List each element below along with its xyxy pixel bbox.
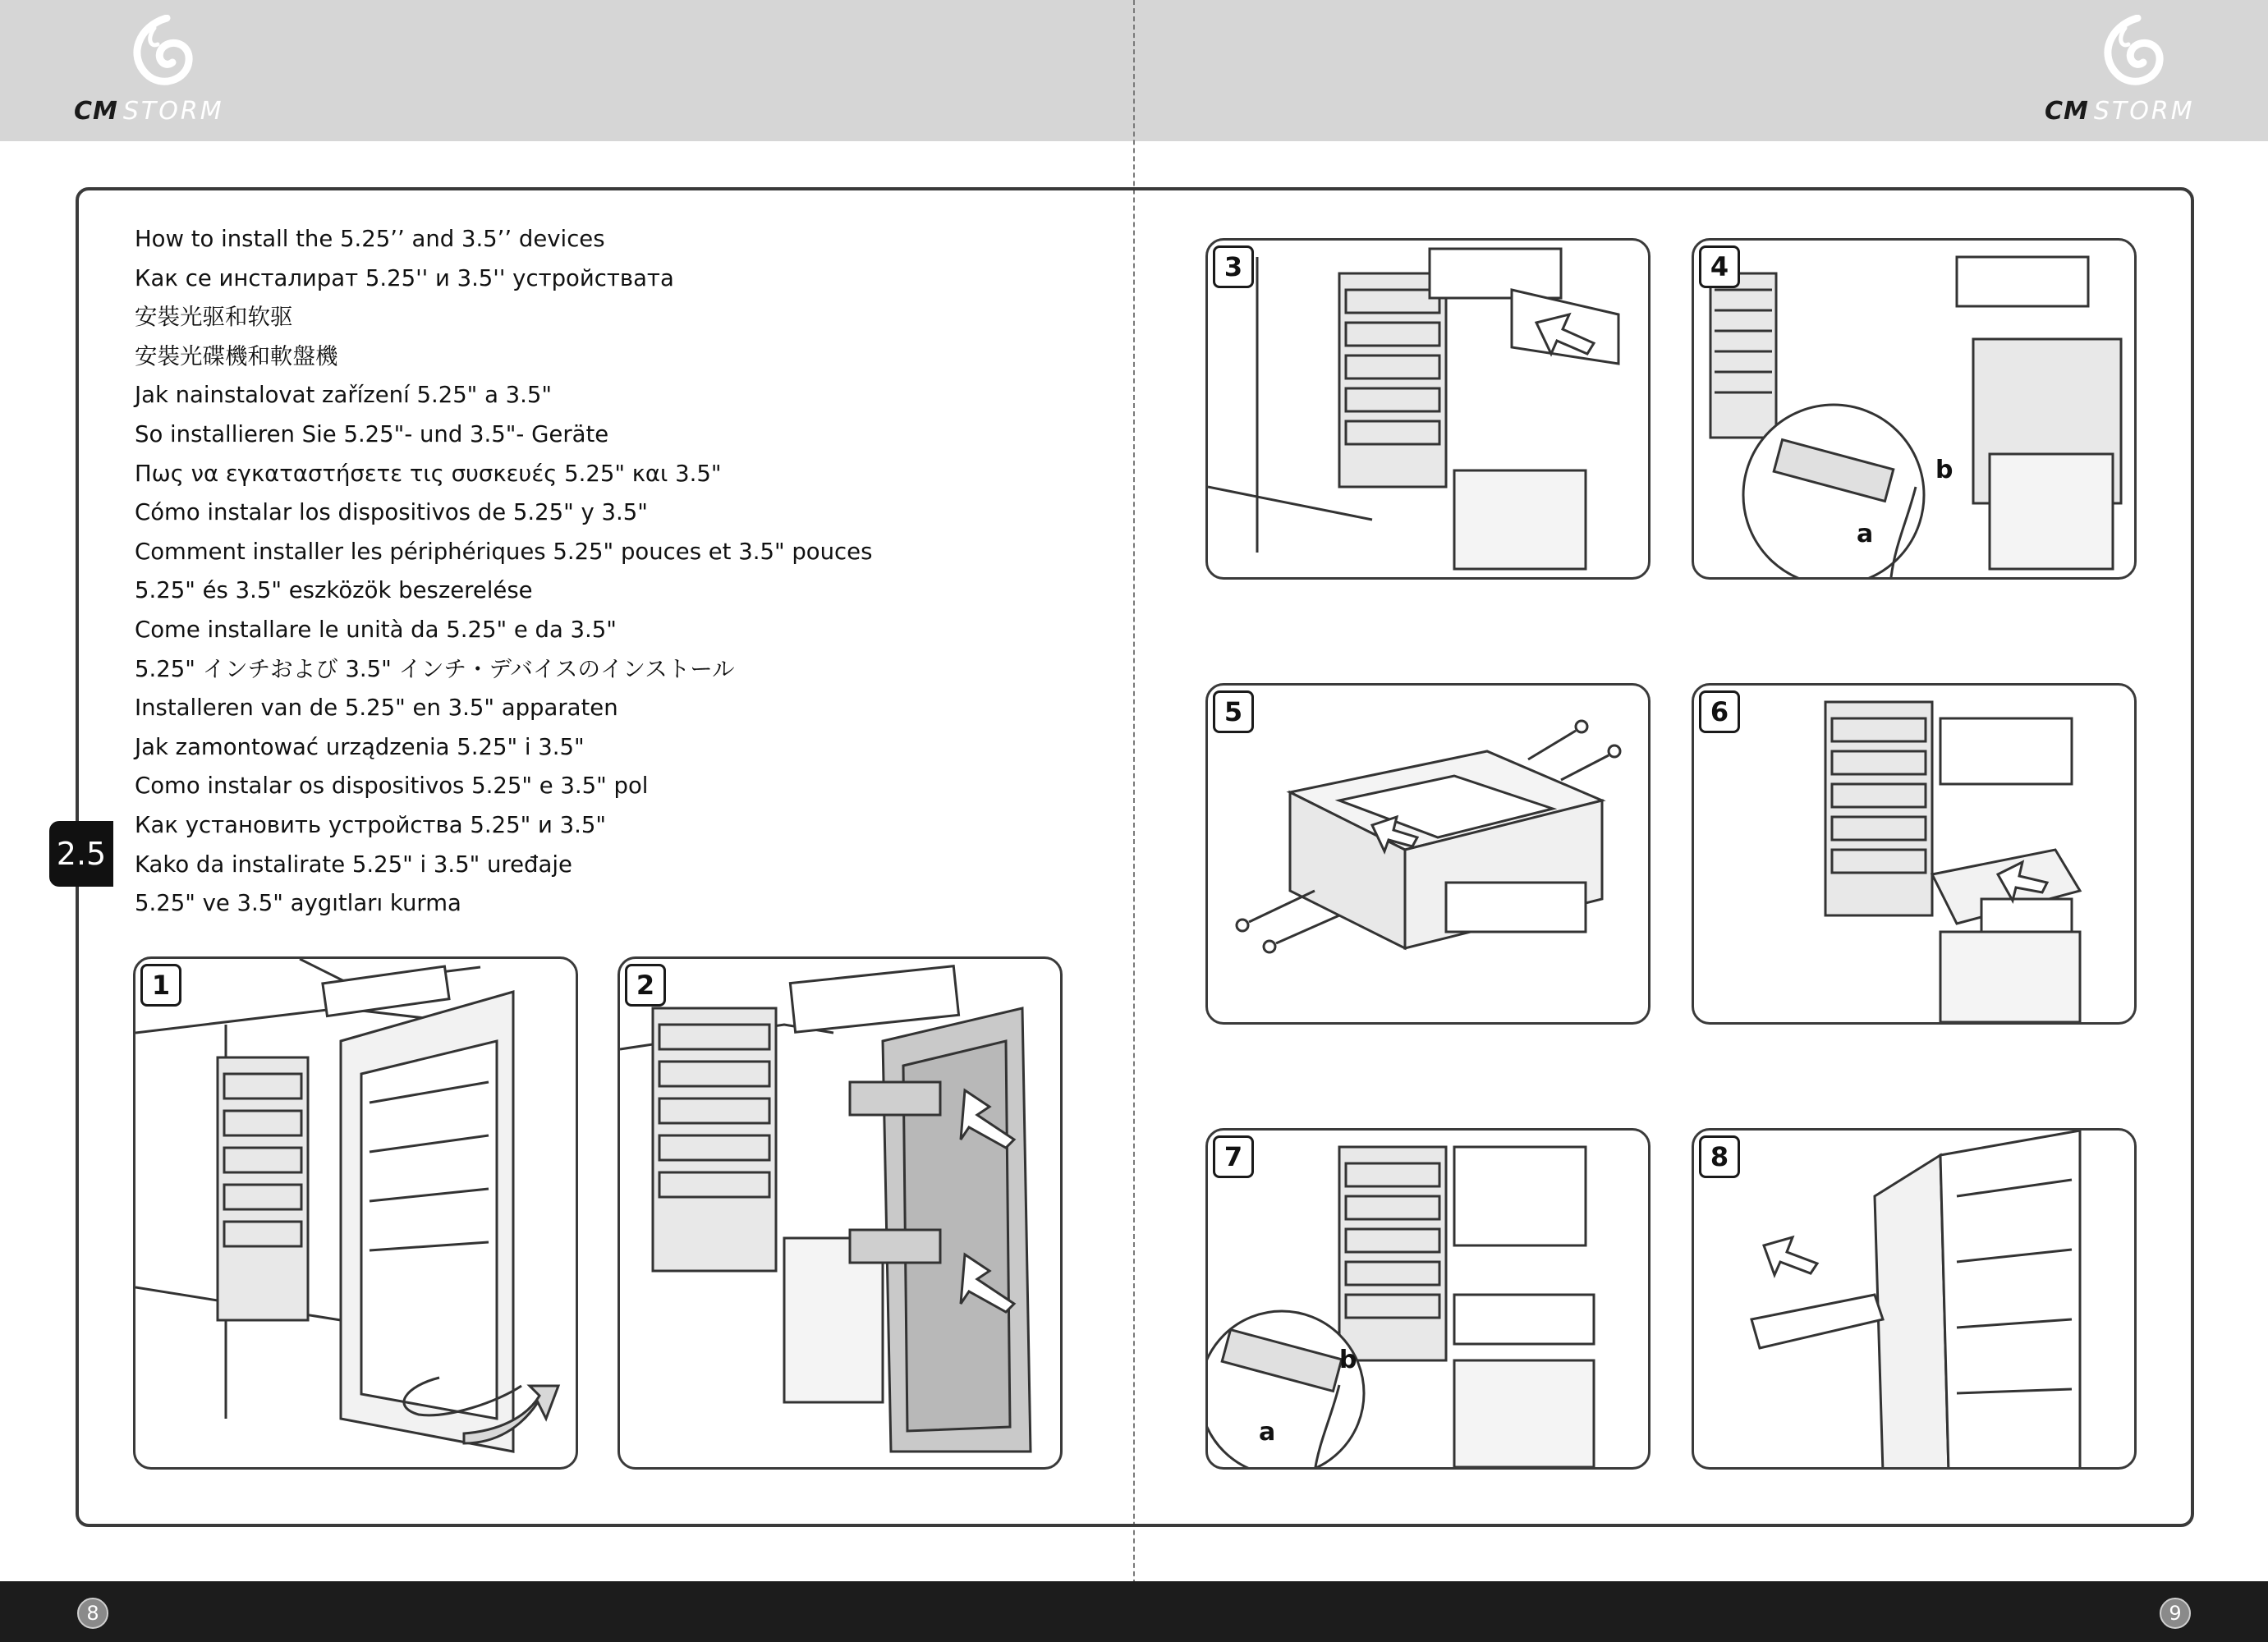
step-7-panel bbox=[1205, 1128, 1650, 1470]
panel-illustration bbox=[1694, 1131, 2137, 1470]
title-line: How to install the 5.25’’ and 3.5’’ devices bbox=[135, 226, 605, 252]
title-line: Πως να εγκαταστήσετε τις συσκευές 5.25" και 3.5" bbox=[135, 460, 722, 487]
title-line: Как се инсталират 5.25'' и 3.5'' устройствата bbox=[135, 264, 674, 291]
step-3-panel bbox=[1205, 238, 1650, 580]
title-line: Cómo instalar los dispositivos de 5.25" y 3.5" bbox=[135, 499, 648, 526]
title-line: 5.25" インチおよび 3.5" インチ・デバイスのインストール bbox=[135, 655, 735, 682]
step-number: 4 bbox=[1699, 245, 1740, 288]
step-number: 1 bbox=[140, 964, 181, 1007]
case-illustration bbox=[1694, 686, 2137, 1025]
callout-a: a bbox=[1857, 520, 1874, 548]
step-number: 2 bbox=[625, 964, 666, 1007]
title-line: Jak nainstalovat zařízení 5.25" a 3.5" bbox=[135, 382, 553, 409]
step-8-panel bbox=[1692, 1128, 2137, 1470]
step-2-panel bbox=[618, 956, 1063, 1470]
title-line: Jak zamontować urządzenia 5.25" i 3.5" bbox=[135, 733, 585, 760]
case-illustration bbox=[620, 959, 1063, 1470]
step-1-panel bbox=[133, 956, 578, 1470]
callout-b: b bbox=[1339, 1346, 1357, 1374]
page-number-right: 9 bbox=[2160, 1598, 2191, 1629]
page-number-left: 8 bbox=[77, 1598, 108, 1629]
step-number: 8 bbox=[1699, 1135, 1740, 1178]
title-line: 安裝光驱和软驱 bbox=[135, 304, 293, 331]
case-illustration bbox=[1694, 241, 2137, 580]
title-line: Installeren van de 5.25" en 3.5" apparaten bbox=[135, 695, 618, 722]
swirl-icon bbox=[2092, 15, 2166, 97]
title-line: Come installare le unità da 5.25" e da 3.5" bbox=[135, 616, 617, 643]
title-line: So installieren Sie 5.25"- und 3.5"- Geräte bbox=[135, 420, 609, 447]
swirl-icon bbox=[122, 15, 195, 97]
step-number: 6 bbox=[1699, 690, 1740, 733]
title-line: 安裝光碟機和軟盤機 bbox=[135, 342, 338, 369]
title-line: Как установить устройства 5.25" и 3.5" bbox=[135, 811, 606, 838]
step-4-panel bbox=[1692, 238, 2137, 580]
title-line: Kako da instalirate 5.25" i 3.5" uređaje bbox=[135, 851, 572, 878]
title-line: Comment installer les périphériques 5.25" pouces et 3.5" pouces bbox=[135, 538, 873, 565]
case-illustration bbox=[1208, 241, 1650, 580]
brand-wordmark: CM STORM bbox=[2045, 97, 2195, 126]
step-number: 5 bbox=[1213, 690, 1254, 733]
step-6-panel bbox=[1692, 683, 2137, 1025]
section-tab: 2.5 bbox=[49, 821, 113, 887]
brand-wordmark: CM STORM bbox=[74, 97, 224, 126]
title-line: 5.25" ve 3.5" aygıtları kurma bbox=[135, 890, 461, 917]
step-number: 7 bbox=[1213, 1135, 1254, 1178]
step-5-panel bbox=[1205, 683, 1650, 1025]
callout-a: a bbox=[1259, 1418, 1276, 1447]
case-illustration bbox=[135, 959, 578, 1470]
instruction-titles bbox=[135, 220, 872, 924]
title-line: 5.25" és 3.5" eszközök beszerelése bbox=[135, 577, 533, 604]
brand-logo-right bbox=[2045, 15, 2209, 130]
bracket-illustration bbox=[1208, 686, 1650, 1025]
page-footer bbox=[0, 1581, 2268, 1642]
brand-logo-left bbox=[74, 15, 238, 130]
callout-b: b bbox=[1935, 456, 1954, 484]
step-number: 3 bbox=[1213, 245, 1254, 288]
title-line: Como instalar os dispositivos 5.25" e 3.5" pol bbox=[135, 773, 649, 800]
